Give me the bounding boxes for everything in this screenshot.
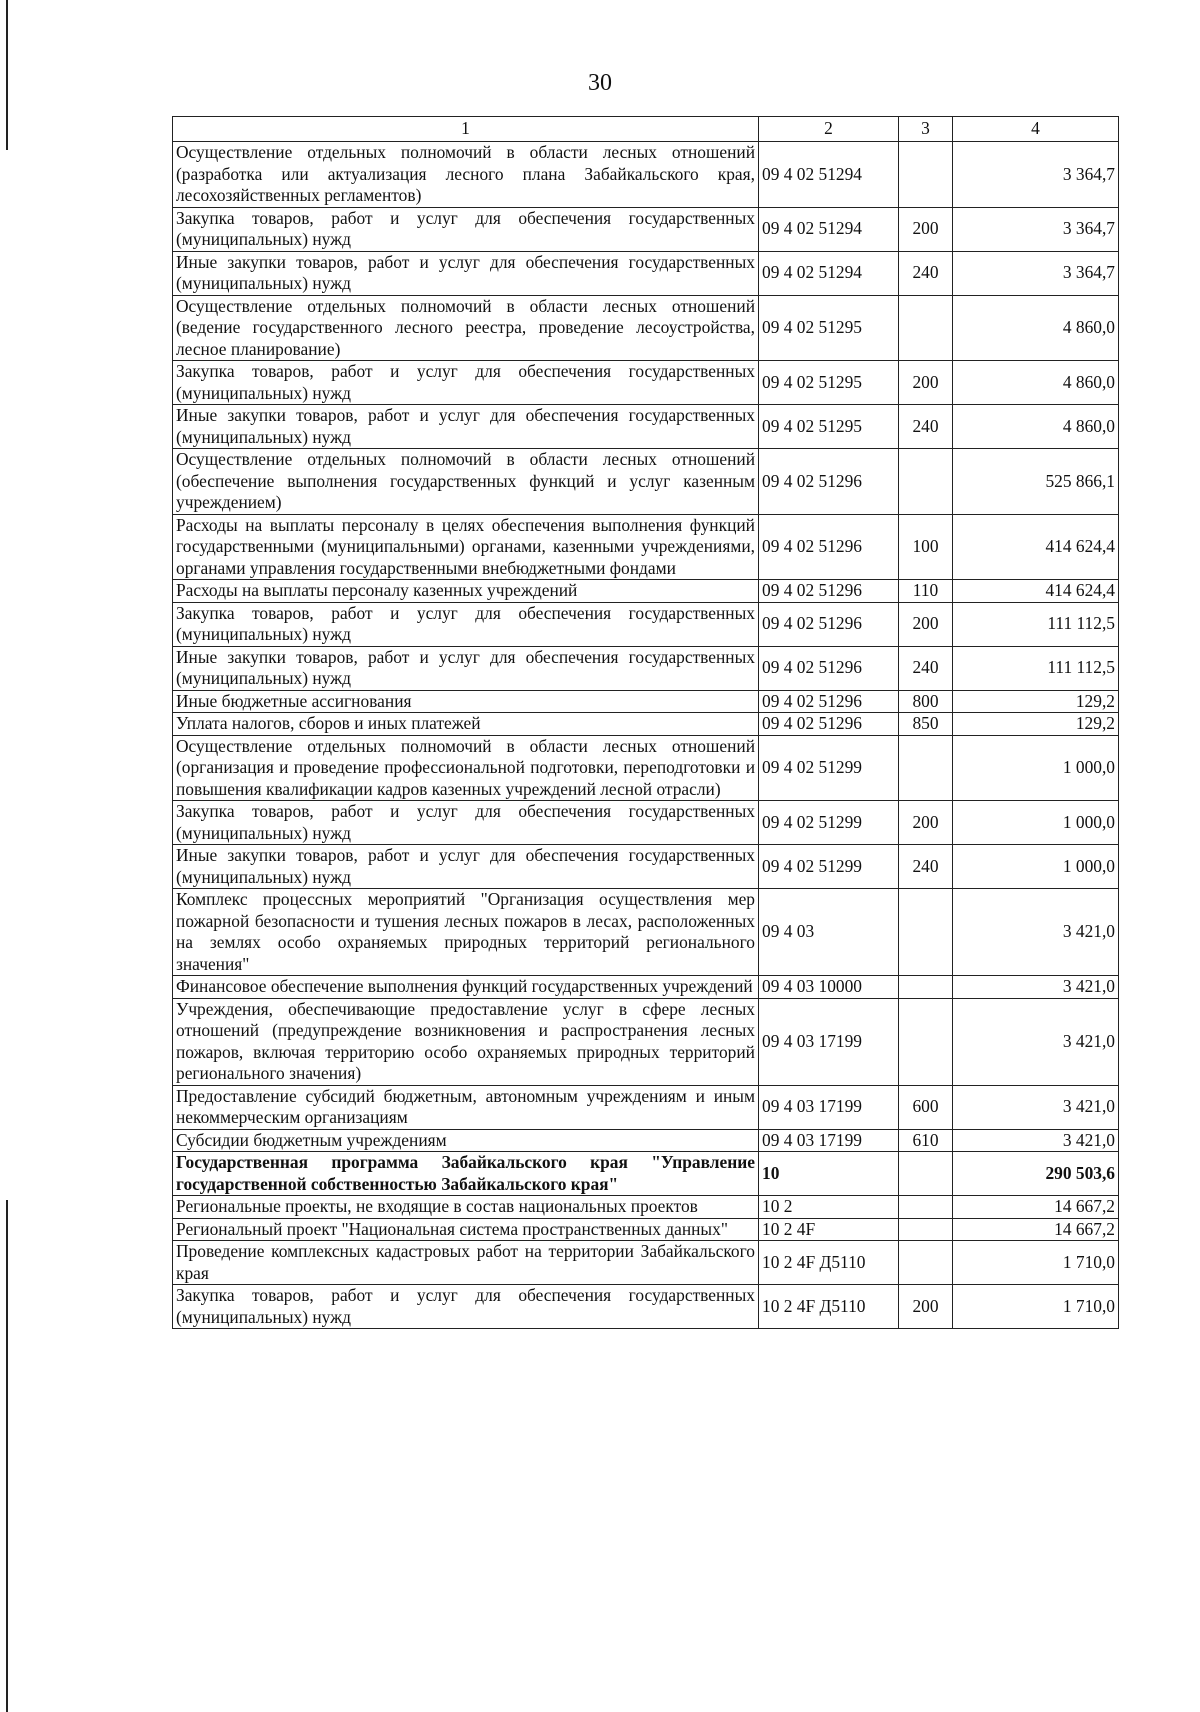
row-name-cell: Осуществление отдельных полномочий в области лесных отношений (организация и проведение профессиональной подготовки, переподготовки и повышения квалификации кадров казенных учреждений лесной отрасли) <box>173 735 759 801</box>
row-sum-cell: 3 421,0 <box>953 1085 1119 1129</box>
row-type-cell <box>899 976 953 999</box>
row-name-cell: Комплекс процессных мероприятий "Организация осуществления мер пожарной безопасности и тушения лесных пожаров в лесах, расположенных на землях особо охраняемых природных территорий регионального значения" <box>173 889 759 976</box>
row-type-cell: 200 <box>899 602 953 646</box>
row-sum-cell: 4 860,0 <box>953 405 1119 449</box>
row-sum-cell: 290 503,6 <box>953 1152 1119 1196</box>
row-code-cell: 09 4 02 51295 <box>759 405 899 449</box>
table-row <box>173 1152 1119 1196</box>
table-row <box>173 405 1119 449</box>
table-row <box>173 845 1119 889</box>
row-type-cell <box>899 1196 953 1219</box>
row-name-cell: Закупка товаров, работ и услуг для обеспечения государственных (муниципальных) нужд <box>173 1285 759 1329</box>
row-sum-cell: 4 860,0 <box>953 295 1119 361</box>
table-row <box>173 801 1119 845</box>
table-row <box>173 735 1119 801</box>
table-row <box>173 1241 1119 1285</box>
row-sum-cell: 3 421,0 <box>953 889 1119 976</box>
row-code-cell: 09 4 02 51295 <box>759 361 899 405</box>
row-name-cell: Учреждения, обеспечивающие предоставление услуг в сфере лесных отношений (предупреждение возникновения и распространения лесных пожаров, включая территорию особо охраняемых природных территорий регионального значения) <box>173 998 759 1085</box>
table-row <box>173 580 1119 603</box>
row-code-cell: 10 2 4F Д5110 <box>759 1285 899 1329</box>
column-header-sum: 4 <box>953 117 1119 142</box>
row-type-cell <box>899 735 953 801</box>
row-name-cell: Иные закупки товаров, работ и услуг для обеспечения государственных (муниципальных) нужд <box>173 251 759 295</box>
page-number: 30 <box>588 70 612 96</box>
row-name-cell: Иные закупки товаров, работ и услуг для обеспечения государственных (муниципальных) нужд <box>173 845 759 889</box>
row-type-cell: 600 <box>899 1085 953 1129</box>
row-code-cell: 09 4 03 17199 <box>759 1085 899 1129</box>
row-sum-cell: 14 667,2 <box>953 1196 1119 1219</box>
budget-table <box>172 116 1119 1329</box>
table-row <box>173 602 1119 646</box>
row-sum-cell: 129,2 <box>953 690 1119 713</box>
row-type-cell <box>899 449 953 515</box>
row-sum-cell: 14 667,2 <box>953 1218 1119 1241</box>
column-header-type: 3 <box>899 117 953 142</box>
row-sum-cell: 3 421,0 <box>953 998 1119 1085</box>
row-name-cell: Региональный проект "Национальная система пространственных данных" <box>173 1218 759 1241</box>
row-type-cell <box>899 1241 953 1285</box>
row-name-cell: Осуществление отдельных полномочий в области лесных отношений (разработка или актуализация лесного плана Забайкальского края, лесохозяйственных регламентов) <box>173 142 759 208</box>
row-type-cell: 240 <box>899 845 953 889</box>
row-type-cell: 800 <box>899 690 953 713</box>
row-sum-cell: 111 112,5 <box>953 646 1119 690</box>
row-name-cell: Финансовое обеспечение выполнения функций государственных учреждений <box>173 976 759 999</box>
row-code-cell: 09 4 03 17199 <box>759 1129 899 1152</box>
row-sum-cell: 1 000,0 <box>953 801 1119 845</box>
row-type-cell: 110 <box>899 580 953 603</box>
table-header-row <box>173 117 1119 142</box>
table-row <box>173 976 1119 999</box>
row-name-cell: Закупка товаров, работ и услуг для обеспечения государственных (муниципальных) нужд <box>173 801 759 845</box>
table-row <box>173 251 1119 295</box>
row-code-cell: 09 4 02 51299 <box>759 735 899 801</box>
scan-edge-line <box>6 1200 8 1712</box>
table-row <box>173 1218 1119 1241</box>
row-name-cell: Иные закупки товаров, работ и услуг для обеспечения государственных (муниципальных) нужд <box>173 405 759 449</box>
table-row <box>173 889 1119 976</box>
row-type-cell: 100 <box>899 514 953 580</box>
row-sum-cell: 525 866,1 <box>953 449 1119 515</box>
row-sum-cell: 4 860,0 <box>953 361 1119 405</box>
table-row <box>173 1196 1119 1219</box>
row-type-cell <box>899 295 953 361</box>
row-code-cell: 09 4 02 51296 <box>759 713 899 736</box>
row-type-cell: 200 <box>899 361 953 405</box>
row-code-cell: 10 2 <box>759 1196 899 1219</box>
table-body <box>173 142 1119 1329</box>
row-sum-cell: 414 624,4 <box>953 580 1119 603</box>
row-code-cell: 09 4 03 10000 <box>759 976 899 999</box>
row-name-cell: Предоставление субсидий бюджетным, автономным учреждениям и иным некоммерческим организациям <box>173 1085 759 1129</box>
row-type-cell: 200 <box>899 207 953 251</box>
row-sum-cell: 414 624,4 <box>953 514 1119 580</box>
row-type-cell: 240 <box>899 251 953 295</box>
row-type-cell: 850 <box>899 713 953 736</box>
row-sum-cell: 3 364,7 <box>953 251 1119 295</box>
table-row <box>173 361 1119 405</box>
row-sum-cell: 3 421,0 <box>953 1129 1119 1152</box>
row-code-cell: 09 4 02 51294 <box>759 207 899 251</box>
row-name-cell: Закупка товаров, работ и услуг для обеспечения государственных (муниципальных) нужд <box>173 602 759 646</box>
table-row <box>173 998 1119 1085</box>
row-name-cell: Осуществление отдельных полномочий в области лесных отношений (обеспечение выполнения государственных функций и услуг казенным учреждением) <box>173 449 759 515</box>
table-row <box>173 713 1119 736</box>
row-type-cell: 610 <box>899 1129 953 1152</box>
table-row <box>173 1129 1119 1152</box>
row-name-cell: Иные закупки товаров, работ и услуг для обеспечения государственных (муниципальных) нужд <box>173 646 759 690</box>
table-row <box>173 690 1119 713</box>
row-name-cell: Иные бюджетные ассигнования <box>173 690 759 713</box>
row-code-cell: 09 4 02 51296 <box>759 580 899 603</box>
row-sum-cell: 3 421,0 <box>953 976 1119 999</box>
table-row <box>173 295 1119 361</box>
row-code-cell: 09 4 02 51296 <box>759 514 899 580</box>
row-sum-cell: 1 000,0 <box>953 845 1119 889</box>
table-row <box>173 449 1119 515</box>
row-sum-cell: 3 364,7 <box>953 207 1119 251</box>
row-name-cell: Государственная программа Забайкальского края "Управление государственной собственностью Забайкальского края" <box>173 1152 759 1196</box>
row-type-cell <box>899 1152 953 1196</box>
row-code-cell: 09 4 02 51296 <box>759 690 899 713</box>
row-code-cell: 10 2 4F <box>759 1218 899 1241</box>
row-name-cell: Уплата налогов, сборов и иных платежей <box>173 713 759 736</box>
row-name-cell: Закупка товаров, работ и услуг для обеспечения государственных (муниципальных) нужд <box>173 207 759 251</box>
row-code-cell: 09 4 02 51299 <box>759 801 899 845</box>
row-sum-cell: 1 710,0 <box>953 1285 1119 1329</box>
row-type-cell: 240 <box>899 405 953 449</box>
row-name-cell: Расходы на выплаты персоналу в целях обеспечения выполнения функций государственными (муниципальными) органами, казенными учреждениями, органами управления государственными внебюджетными фондами <box>173 514 759 580</box>
table-row <box>173 207 1119 251</box>
row-name-cell: Региональные проекты, не входящие в состав национальных проектов <box>173 1196 759 1219</box>
row-name-cell: Закупка товаров, работ и услуг для обеспечения государственных (муниципальных) нужд <box>173 361 759 405</box>
row-name-cell: Расходы на выплаты персоналу казенных учреждений <box>173 580 759 603</box>
row-type-cell: 200 <box>899 1285 953 1329</box>
row-type-cell <box>899 889 953 976</box>
row-code-cell: 09 4 03 <box>759 889 899 976</box>
row-code-cell: 10 2 4F Д5110 <box>759 1241 899 1285</box>
row-code-cell: 10 <box>759 1152 899 1196</box>
row-code-cell: 09 4 03 17199 <box>759 998 899 1085</box>
row-code-cell: 09 4 02 51294 <box>759 251 899 295</box>
table-row <box>173 646 1119 690</box>
row-sum-cell: 1 000,0 <box>953 735 1119 801</box>
column-header-code: 2 <box>759 117 899 142</box>
row-code-cell: 09 4 02 51294 <box>759 142 899 208</box>
table-row <box>173 514 1119 580</box>
row-sum-cell: 129,2 <box>953 713 1119 736</box>
row-code-cell: 09 4 02 51296 <box>759 449 899 515</box>
row-sum-cell: 1 710,0 <box>953 1241 1119 1285</box>
row-code-cell: 09 4 02 51296 <box>759 646 899 690</box>
row-code-cell: 09 4 02 51295 <box>759 295 899 361</box>
column-header-name: 1 <box>173 117 759 142</box>
row-type-cell <box>899 1218 953 1241</box>
row-name-cell: Субсидии бюджетным учреждениям <box>173 1129 759 1152</box>
row-code-cell: 09 4 02 51296 <box>759 602 899 646</box>
table-row <box>173 142 1119 208</box>
row-name-cell: Осуществление отдельных полномочий в области лесных отношений (ведение государственного лесного реестра, проведение лесоустройства, лесное планирование) <box>173 295 759 361</box>
table-row <box>173 1085 1119 1129</box>
row-type-cell <box>899 142 953 208</box>
row-name-cell: Проведение комплексных кадастровых работ на территории Забайкальского края <box>173 1241 759 1285</box>
row-type-cell: 240 <box>899 646 953 690</box>
row-code-cell: 09 4 02 51299 <box>759 845 899 889</box>
table-row <box>173 1285 1119 1329</box>
row-sum-cell: 111 112,5 <box>953 602 1119 646</box>
row-type-cell: 200 <box>899 801 953 845</box>
row-sum-cell: 3 364,7 <box>953 142 1119 208</box>
row-type-cell <box>899 998 953 1085</box>
